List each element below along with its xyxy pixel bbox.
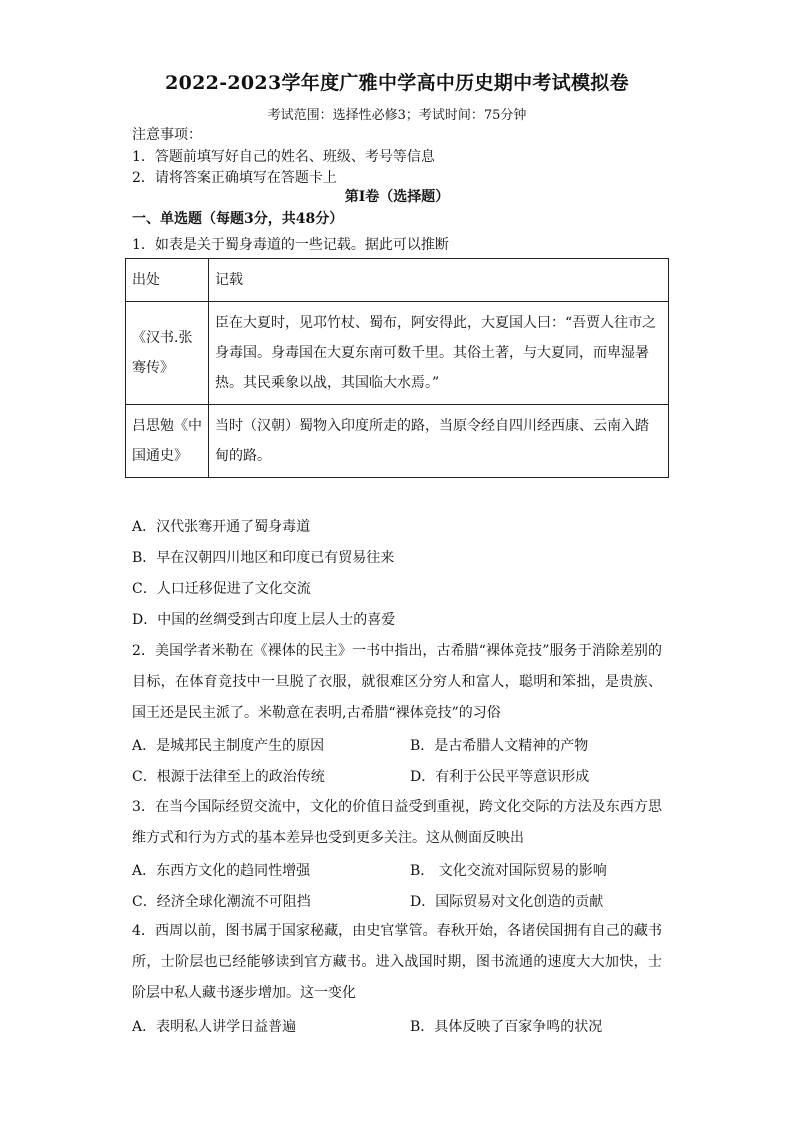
table-header-row [126,259,669,302]
question-1-option-d[interactable]: D．中国的丝绸受到古印度上层人士的喜爱 [132,612,396,628]
table-row [126,302,669,405]
table-cell-record: 臣在大夏时，见邛竹杖、蜀布，阿安得此，大夏国人曰：“吾贾人往市之身毒国。身毒国在大夏东南可数千里。其俗土著，与大夏同，而卑湿暑热。其民乘象以战，其国临大水焉。” [209,302,669,405]
notice-item-2: 2．请将答案正确填写在答题卡上 [132,170,337,186]
question-1-stem: 1．如表是关于蜀身毒道的一些记载。据此可以推断 [132,237,449,253]
table-cell-record: 当时（汉朝）蜀物入印度所走的路，当原令经自四川经西康、云南入踏甸的路。 [209,405,669,478]
volume-heading: 第I卷（选择题） [344,189,450,205]
table-header-record: 记载 [209,259,669,302]
question-2-option-a[interactable]: A．是城邦民主制度产生的原因 [132,738,325,754]
question-1-table [125,258,669,478]
question-3-option-d[interactable]: D．国际贸易对文化创造的贡献 [410,894,604,910]
question-1-option-b[interactable]: B．早在汉朝四川地区和印度已有贸易往来 [132,550,395,566]
table-header-source: 出处 [126,259,209,302]
question-3-option-b[interactable]: B． 文化交流对国际贸易的影响 [410,863,607,879]
exam-title: 2022-2023学年度广雅中学高中历史期中考试模拟卷 [165,72,629,94]
table-cell-source: 《汉书.张骞传》 [126,302,209,405]
question-2-stem: 2．美国学者米勒在《裸体的民主》一书中指出，古希腊“裸体竞技”服务于消除差别的目标，在体育竞技中一旦脱了衣服，就很难区分穷人和富人，聪明和笨拙，是贵族、国王还是民主派了。米勒意在表明,古希腊“裸体竞技”的习俗 [132,643,662,721]
question-1-option-a[interactable]: A．汉代张骞开通了蜀身毒道 [132,519,311,535]
question-4-option-a[interactable]: A．表明私人讲学日益普遍 [132,1019,297,1035]
question-2-option-b[interactable]: B．是古希腊人文精神的产物 [410,738,589,754]
exam-subtitle: 考试范围：选择性必修3；考试时间：75分钟 [267,108,527,123]
question-4-option-b[interactable]: B．具体反映了百家争鸣的状况 [410,1019,603,1035]
notice-item-1: 1．答题前填写好自己的姓名、班级、考号等信息 [132,149,435,165]
table-cell-source: 吕思勉《中国通史》 [126,405,209,478]
question-2-option-c[interactable]: C．根源于法律至上的政治传统 [132,769,325,785]
question-4-stem: 4．西周以前，图书属于国家秘藏，由史官掌管。春秋开始，各诸侯国拥有自己的藏书所，士阶层也已经能够读到官方藏书。进入战国时期，图书流通的速度大大加快，士阶层中私人藏书逐步增加。这一变化 [132,923,662,1001]
question-3-option-a[interactable]: A．东西方文化的趋同性增强 [132,863,311,879]
question-3-stem: 3．在当今国际经贸交流中，文化的价值日益受到重视，跨文化交际的方法及东西方思维方式和行为方式的基本差异也受到更多关注。这从侧面反映出 [132,799,662,846]
table-row [126,405,669,478]
question-1-option-c[interactable]: C．人口迁移促进了文化交流 [132,581,311,597]
question-3-option-c[interactable]: C．经济全球化潮流不可阻挡 [132,894,311,910]
section-heading: 一、单选题（每题3分，共48分） [132,211,344,227]
question-2-option-d[interactable]: D．有利于公民平等意识形成 [410,769,590,785]
notice-heading: 注意事项： [132,127,202,143]
